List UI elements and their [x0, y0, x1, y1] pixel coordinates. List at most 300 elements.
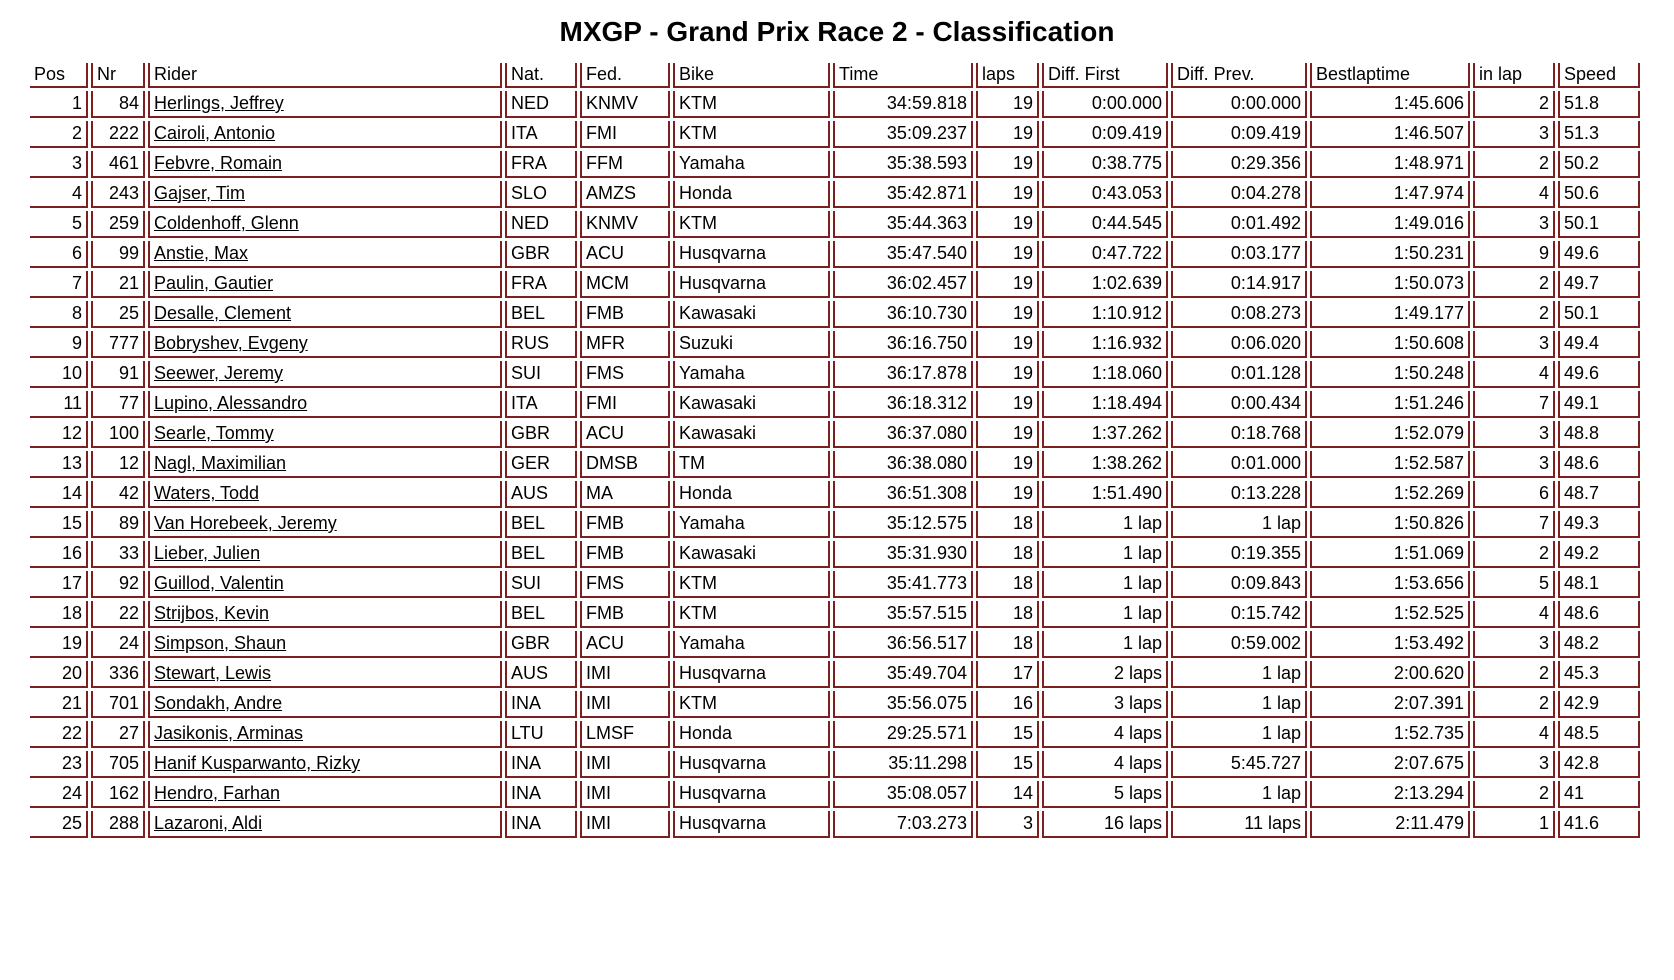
- laps-cell: 18: [976, 631, 1039, 658]
- diff-prev-cell: 0:09.843: [1171, 571, 1307, 598]
- table-row: [30, 751, 1640, 778]
- diff-prev-cell: 1 lap: [1171, 781, 1307, 808]
- bike-cell: Honda: [673, 181, 830, 208]
- bestlaptime-cell: 2:13.294: [1310, 781, 1470, 808]
- rider-cell: [148, 811, 502, 838]
- table-row: [30, 151, 1640, 178]
- nr-cell: 21: [91, 271, 145, 298]
- bestlaptime-cell: 1:47.974: [1310, 181, 1470, 208]
- rider-link[interactable]: Herlings, Jeffrey: [154, 93, 284, 113]
- speed-cell: 49.4: [1558, 331, 1640, 358]
- fed-cell: FMI: [580, 391, 670, 418]
- bestlaptime-cell: 1:52.587: [1310, 451, 1470, 478]
- diff-first-cell: 0:43.053: [1042, 181, 1168, 208]
- pos-cell: 9: [30, 331, 88, 358]
- rider-link[interactable]: Strijbos, Kevin: [154, 603, 270, 623]
- fed-cell: KNMV: [580, 91, 670, 118]
- rider-cell: [148, 691, 502, 718]
- diff-first-cell: 1:18.060: [1042, 361, 1168, 388]
- col-header-time: Time: [833, 63, 973, 88]
- bike-cell: Kawasaki: [673, 541, 830, 568]
- table-row: [30, 241, 1640, 268]
- nr-cell: 42: [91, 481, 145, 508]
- pos-cell: 2: [30, 121, 88, 148]
- fed-cell: ACU: [580, 631, 670, 658]
- rider-link[interactable]: Van Horebeek, Jeremy: [154, 513, 337, 533]
- nat-cell: LTU: [505, 721, 577, 748]
- speed-cell: 49.3: [1558, 511, 1640, 538]
- nat-cell: SUI: [505, 571, 577, 598]
- in-lap-cell: 2: [1473, 271, 1555, 298]
- diff-first-cell: 1 lap: [1042, 571, 1168, 598]
- in-lap-cell: 4: [1473, 361, 1555, 388]
- laps-cell: 19: [976, 91, 1039, 118]
- diff-prev-cell: 0:19.355: [1171, 541, 1307, 568]
- in-lap-cell: 4: [1473, 721, 1555, 748]
- pos-cell: 4: [30, 181, 88, 208]
- nr-cell: 92: [91, 571, 145, 598]
- speed-cell: 50.6: [1558, 181, 1640, 208]
- nr-cell: 461: [91, 151, 145, 178]
- laps-cell: 19: [976, 241, 1039, 268]
- diff-first-cell: 5 laps: [1042, 781, 1168, 808]
- diff-first-cell: 16 laps: [1042, 811, 1168, 838]
- diff-first-cell: 4 laps: [1042, 751, 1168, 778]
- rider-cell: [148, 271, 502, 298]
- time-cell: 36:17.878: [833, 361, 973, 388]
- bestlaptime-cell: 2:00.620: [1310, 661, 1470, 688]
- rider-cell: [148, 511, 502, 538]
- diff-prev-cell: 1 lap: [1171, 661, 1307, 688]
- table-row: [30, 481, 1640, 508]
- bestlaptime-cell: 1:50.231: [1310, 241, 1470, 268]
- rider-cell: [148, 301, 502, 328]
- rider-cell: [148, 331, 502, 358]
- speed-cell: 50.2: [1558, 151, 1640, 178]
- fed-cell: FMB: [580, 601, 670, 628]
- speed-cell: 42.9: [1558, 691, 1640, 718]
- col-header-bike: Bike: [673, 63, 830, 88]
- laps-cell: 19: [976, 211, 1039, 238]
- rider-cell: [148, 661, 502, 688]
- table-row: [30, 301, 1640, 328]
- speed-cell: 48.6: [1558, 601, 1640, 628]
- rider-link[interactable]: Guillod, Valentin: [154, 573, 284, 593]
- nr-cell: 222: [91, 121, 145, 148]
- time-cell: 35:56.075: [833, 691, 973, 718]
- speed-cell: 48.8: [1558, 421, 1640, 448]
- diff-prev-cell: 0:13.228: [1171, 481, 1307, 508]
- diff-prev-cell: 0:01.000: [1171, 451, 1307, 478]
- diff-first-cell: 1 lap: [1042, 511, 1168, 538]
- pos-cell: 17: [30, 571, 88, 598]
- nr-cell: 288: [91, 811, 145, 838]
- nat-cell: SUI: [505, 361, 577, 388]
- bike-cell: Husqvarna: [673, 661, 830, 688]
- bestlaptime-cell: 2:07.391: [1310, 691, 1470, 718]
- col-header-speed: Speed: [1558, 63, 1640, 88]
- pos-cell: 7: [30, 271, 88, 298]
- table-row: [30, 181, 1640, 208]
- bestlaptime-cell: 1:50.248: [1310, 361, 1470, 388]
- nat-cell: ITA: [505, 391, 577, 418]
- table-row: [30, 811, 1640, 838]
- time-cell: 36:16.750: [833, 331, 973, 358]
- time-cell: 36:18.312: [833, 391, 973, 418]
- time-cell: 35:47.540: [833, 241, 973, 268]
- nr-cell: 243: [91, 181, 145, 208]
- diff-prev-cell: 0:15.742: [1171, 601, 1307, 628]
- fed-cell: FMI: [580, 121, 670, 148]
- diff-first-cell: 0:38.775: [1042, 151, 1168, 178]
- time-cell: 29:25.571: [833, 721, 973, 748]
- speed-cell: 51.3: [1558, 121, 1640, 148]
- bike-cell: Husqvarna: [673, 271, 830, 298]
- bike-cell: Yamaha: [673, 361, 830, 388]
- diff-prev-cell: 0:09.419: [1171, 121, 1307, 148]
- pos-cell: 24: [30, 781, 88, 808]
- nat-cell: BEL: [505, 601, 577, 628]
- nat-cell: RUS: [505, 331, 577, 358]
- in-lap-cell: 2: [1473, 661, 1555, 688]
- pos-cell: 13: [30, 451, 88, 478]
- diff-first-cell: 4 laps: [1042, 721, 1168, 748]
- rider-link[interactable]: Nagl, Maximilian: [154, 453, 287, 473]
- rider-cell: [148, 601, 502, 628]
- diff-first-cell: 1 lap: [1042, 631, 1168, 658]
- bestlaptime-cell: 1:52.079: [1310, 421, 1470, 448]
- rider-cell: [148, 571, 502, 598]
- speed-cell: 41.6: [1558, 811, 1640, 838]
- time-cell: 35:09.237: [833, 121, 973, 148]
- in-lap-cell: 7: [1473, 511, 1555, 538]
- rider-cell: [148, 91, 502, 118]
- diff-first-cell: 2 laps: [1042, 661, 1168, 688]
- rider-link[interactable]: Cairoli, Antonio: [154, 123, 276, 143]
- speed-cell: 50.1: [1558, 301, 1640, 328]
- bike-cell: TM: [673, 451, 830, 478]
- rider-link[interactable]: Anstie, Max: [154, 243, 249, 263]
- rider-link[interactable]: Jasikonis, Arminas: [154, 723, 304, 743]
- nat-cell: GER: [505, 451, 577, 478]
- fed-cell: MCM: [580, 271, 670, 298]
- laps-cell: 18: [976, 601, 1039, 628]
- bike-cell: KTM: [673, 91, 830, 118]
- in-lap-cell: 3: [1473, 751, 1555, 778]
- table-row: [30, 211, 1640, 238]
- rider-link[interactable]: Bobryshev, Evgeny: [154, 333, 308, 353]
- nr-cell: 22: [91, 601, 145, 628]
- diff-prev-cell: 1 lap: [1171, 691, 1307, 718]
- nr-cell: 259: [91, 211, 145, 238]
- in-lap-cell: 6: [1473, 481, 1555, 508]
- bestlaptime-cell: 1:52.735: [1310, 721, 1470, 748]
- bestlaptime-cell: 1:50.826: [1310, 511, 1470, 538]
- bestlaptime-cell: 1:51.069: [1310, 541, 1470, 568]
- time-cell: 35:57.515: [833, 601, 973, 628]
- nr-cell: 77: [91, 391, 145, 418]
- nr-cell: 24: [91, 631, 145, 658]
- speed-cell: 49.2: [1558, 541, 1640, 568]
- rider-cell: [148, 481, 502, 508]
- col-header-fed: Fed.: [580, 63, 670, 88]
- nat-cell: INA: [505, 781, 577, 808]
- time-cell: 36:56.517: [833, 631, 973, 658]
- rider-link[interactable]: Simpson, Shaun: [154, 633, 287, 653]
- rider-link[interactable]: Febvre, Romain: [154, 153, 283, 173]
- rider-link[interactable]: Seewer, Jeremy: [154, 363, 284, 383]
- diff-prev-cell: 0:00.000: [1171, 91, 1307, 118]
- diff-first-cell: 0:09.419: [1042, 121, 1168, 148]
- bike-cell: Yamaha: [673, 511, 830, 538]
- in-lap-cell: 3: [1473, 631, 1555, 658]
- diff-first-cell: 1:02.639: [1042, 271, 1168, 298]
- diff-prev-cell: 0:08.273: [1171, 301, 1307, 328]
- pos-cell: 20: [30, 661, 88, 688]
- nat-cell: GBR: [505, 241, 577, 268]
- nat-cell: AUS: [505, 481, 577, 508]
- pos-cell: 12: [30, 421, 88, 448]
- rider-cell: [148, 211, 502, 238]
- rider-link[interactable]: Coldenhoff, Glenn: [154, 213, 299, 233]
- fed-cell: IMI: [580, 691, 670, 718]
- diff-prev-cell: 0:01.492: [1171, 211, 1307, 238]
- col-header-nr: Nr: [91, 63, 145, 88]
- speed-cell: 48.2: [1558, 631, 1640, 658]
- pos-cell: 19: [30, 631, 88, 658]
- rider-cell: [148, 391, 502, 418]
- rider-cell: [148, 241, 502, 268]
- header-row: [30, 63, 1640, 88]
- rider-cell: [148, 421, 502, 448]
- bike-cell: KTM: [673, 211, 830, 238]
- rider-cell: [148, 751, 502, 778]
- bike-cell: KTM: [673, 691, 830, 718]
- rider-cell: [148, 721, 502, 748]
- rider-cell: [148, 361, 502, 388]
- pos-cell: 14: [30, 481, 88, 508]
- laps-cell: 19: [976, 421, 1039, 448]
- rider-link[interactable]: Desalle, Clement: [154, 303, 292, 323]
- table-row: [30, 571, 1640, 598]
- diff-prev-cell: 11 laps: [1171, 811, 1307, 838]
- laps-cell: 19: [976, 301, 1039, 328]
- bestlaptime-cell: 1:50.608: [1310, 331, 1470, 358]
- speed-cell: 48.5: [1558, 721, 1640, 748]
- speed-cell: 50.1: [1558, 211, 1640, 238]
- laps-cell: 19: [976, 181, 1039, 208]
- nr-cell: 705: [91, 751, 145, 778]
- fed-cell: FMB: [580, 541, 670, 568]
- rider-link[interactable]: Stewart, Lewis: [154, 663, 272, 683]
- bike-cell: KTM: [673, 601, 830, 628]
- bike-cell: KTM: [673, 121, 830, 148]
- bike-cell: Honda: [673, 481, 830, 508]
- nat-cell: NED: [505, 211, 577, 238]
- rider-link[interactable]: Sondakh, Andre: [154, 693, 283, 713]
- fed-cell: LMSF: [580, 721, 670, 748]
- in-lap-cell: 1: [1473, 811, 1555, 838]
- laps-cell: 3: [976, 811, 1039, 838]
- col-header-laps: laps: [976, 63, 1039, 88]
- page-title: MXGP - Grand Prix Race 2 - Classification: [559, 16, 1115, 47]
- laps-cell: 19: [976, 361, 1039, 388]
- bike-cell: Kawasaki: [673, 421, 830, 448]
- pos-cell: 23: [30, 751, 88, 778]
- laps-cell: 18: [976, 511, 1039, 538]
- diff-prev-cell: 0:06.020: [1171, 331, 1307, 358]
- nat-cell: INA: [505, 811, 577, 838]
- results-body: [30, 91, 1640, 838]
- diff-first-cell: 0:00.000: [1042, 91, 1168, 118]
- fed-cell: IMI: [580, 781, 670, 808]
- in-lap-cell: 2: [1473, 151, 1555, 178]
- time-cell: 36:51.308: [833, 481, 973, 508]
- time-cell: 35:11.298: [833, 751, 973, 778]
- bestlaptime-cell: 1:52.269: [1310, 481, 1470, 508]
- table-row: [30, 721, 1640, 748]
- nat-cell: BEL: [505, 541, 577, 568]
- nr-cell: 25: [91, 301, 145, 328]
- nr-cell: 162: [91, 781, 145, 808]
- nat-cell: INA: [505, 691, 577, 718]
- speed-cell: 48.6: [1558, 451, 1640, 478]
- nr-cell: 100: [91, 421, 145, 448]
- speed-cell: 41: [1558, 781, 1640, 808]
- in-lap-cell: 4: [1473, 601, 1555, 628]
- fed-cell: MFR: [580, 331, 670, 358]
- in-lap-cell: 2: [1473, 91, 1555, 118]
- bike-cell: KTM: [673, 571, 830, 598]
- table-row: [30, 631, 1640, 658]
- laps-cell: 19: [976, 481, 1039, 508]
- diff-prev-cell: 0:01.128: [1171, 361, 1307, 388]
- laps-cell: 19: [976, 331, 1039, 358]
- laps-cell: 17: [976, 661, 1039, 688]
- in-lap-cell: 4: [1473, 181, 1555, 208]
- diff-prev-cell: 0:59.002: [1171, 631, 1307, 658]
- fed-cell: FMS: [580, 571, 670, 598]
- rider-link[interactable]: Gajser, Tim: [154, 183, 246, 203]
- speed-cell: 42.8: [1558, 751, 1640, 778]
- bike-cell: Suzuki: [673, 331, 830, 358]
- table-row: [30, 421, 1640, 448]
- time-cell: 36:10.730: [833, 301, 973, 328]
- nr-cell: 12: [91, 451, 145, 478]
- pos-cell: 6: [30, 241, 88, 268]
- fed-cell: ACU: [580, 421, 670, 448]
- rider-link[interactable]: Waters, Todd: [154, 483, 260, 503]
- nr-cell: 777: [91, 331, 145, 358]
- bike-cell: Kawasaki: [673, 391, 830, 418]
- bestlaptime-cell: 1:45.606: [1310, 91, 1470, 118]
- fed-cell: IMI: [580, 661, 670, 688]
- rider-link[interactable]: Paulin, Gautier: [154, 273, 274, 293]
- rider-link[interactable]: Lieber, Julien: [154, 543, 261, 563]
- bike-cell: Husqvarna: [673, 811, 830, 838]
- nat-cell: AUS: [505, 661, 577, 688]
- fed-cell: IMI: [580, 811, 670, 838]
- nat-cell: GBR: [505, 631, 577, 658]
- fed-cell: FMB: [580, 511, 670, 538]
- col-header-pos: Pos: [30, 63, 88, 88]
- rider-link[interactable]: Hanif Kusparwanto, Rizky: [154, 753, 361, 773]
- in-lap-cell: 2: [1473, 691, 1555, 718]
- bestlaptime-cell: 1:53.656: [1310, 571, 1470, 598]
- speed-cell: 49.1: [1558, 391, 1640, 418]
- time-cell: 36:02.457: [833, 271, 973, 298]
- pos-cell: 18: [30, 601, 88, 628]
- diff-prev-cell: 0:00.434: [1171, 391, 1307, 418]
- nat-cell: BEL: [505, 511, 577, 538]
- in-lap-cell: 3: [1473, 121, 1555, 148]
- classification-table: [27, 60, 1643, 841]
- pos-cell: 1: [30, 91, 88, 118]
- bestlaptime-cell: 1:53.492: [1310, 631, 1470, 658]
- in-lap-cell: 3: [1473, 211, 1555, 238]
- pos-cell: 16: [30, 541, 88, 568]
- bestlaptime-cell: 1:52.525: [1310, 601, 1470, 628]
- col-header-nat: Nat.: [505, 63, 577, 88]
- rider-link[interactable]: Hendro, Farhan: [154, 783, 281, 803]
- rider-link[interactable]: Searle, Tommy: [154, 423, 274, 443]
- laps-cell: 14: [976, 781, 1039, 808]
- diff-prev-cell: 1 lap: [1171, 721, 1307, 748]
- diff-first-cell: 3 laps: [1042, 691, 1168, 718]
- table-row: [30, 331, 1640, 358]
- speed-cell: 48.7: [1558, 481, 1640, 508]
- in-lap-cell: 2: [1473, 541, 1555, 568]
- laps-cell: 19: [976, 121, 1039, 148]
- fed-cell: MA: [580, 481, 670, 508]
- nat-cell: NED: [505, 91, 577, 118]
- rider-cell: [148, 181, 502, 208]
- laps-cell: 19: [976, 151, 1039, 178]
- in-lap-cell: 2: [1473, 781, 1555, 808]
- time-cell: 34:59.818: [833, 91, 973, 118]
- speed-cell: 49.6: [1558, 361, 1640, 388]
- nat-cell: FRA: [505, 151, 577, 178]
- diff-first-cell: 1:37.262: [1042, 421, 1168, 448]
- time-cell: 35:44.363: [833, 211, 973, 238]
- in-lap-cell: 3: [1473, 451, 1555, 478]
- speed-cell: 51.8: [1558, 91, 1640, 118]
- pos-cell: 15: [30, 511, 88, 538]
- fed-cell: FMB: [580, 301, 670, 328]
- diff-first-cell: 1:51.490: [1042, 481, 1168, 508]
- rider-link[interactable]: Lazaroni, Aldi: [154, 813, 263, 833]
- diff-prev-cell: 0:18.768: [1171, 421, 1307, 448]
- diff-prev-cell: 5:45.727: [1171, 751, 1307, 778]
- nr-cell: 91: [91, 361, 145, 388]
- fed-cell: KNMV: [580, 211, 670, 238]
- pos-cell: 10: [30, 361, 88, 388]
- nr-cell: 27: [91, 721, 145, 748]
- time-cell: 35:42.871: [833, 181, 973, 208]
- bestlaptime-cell: 2:07.675: [1310, 751, 1470, 778]
- diff-prev-cell: 0:03.177: [1171, 241, 1307, 268]
- bike-cell: Husqvarna: [673, 751, 830, 778]
- laps-cell: 19: [976, 451, 1039, 478]
- table-row: [30, 691, 1640, 718]
- nr-cell: 84: [91, 91, 145, 118]
- in-lap-cell: 7: [1473, 391, 1555, 418]
- in-lap-cell: 5: [1473, 571, 1555, 598]
- in-lap-cell: 3: [1473, 421, 1555, 448]
- rider-link[interactable]: Lupino, Alessandro: [154, 393, 308, 413]
- speed-cell: 45.3: [1558, 661, 1640, 688]
- fed-cell: ACU: [580, 241, 670, 268]
